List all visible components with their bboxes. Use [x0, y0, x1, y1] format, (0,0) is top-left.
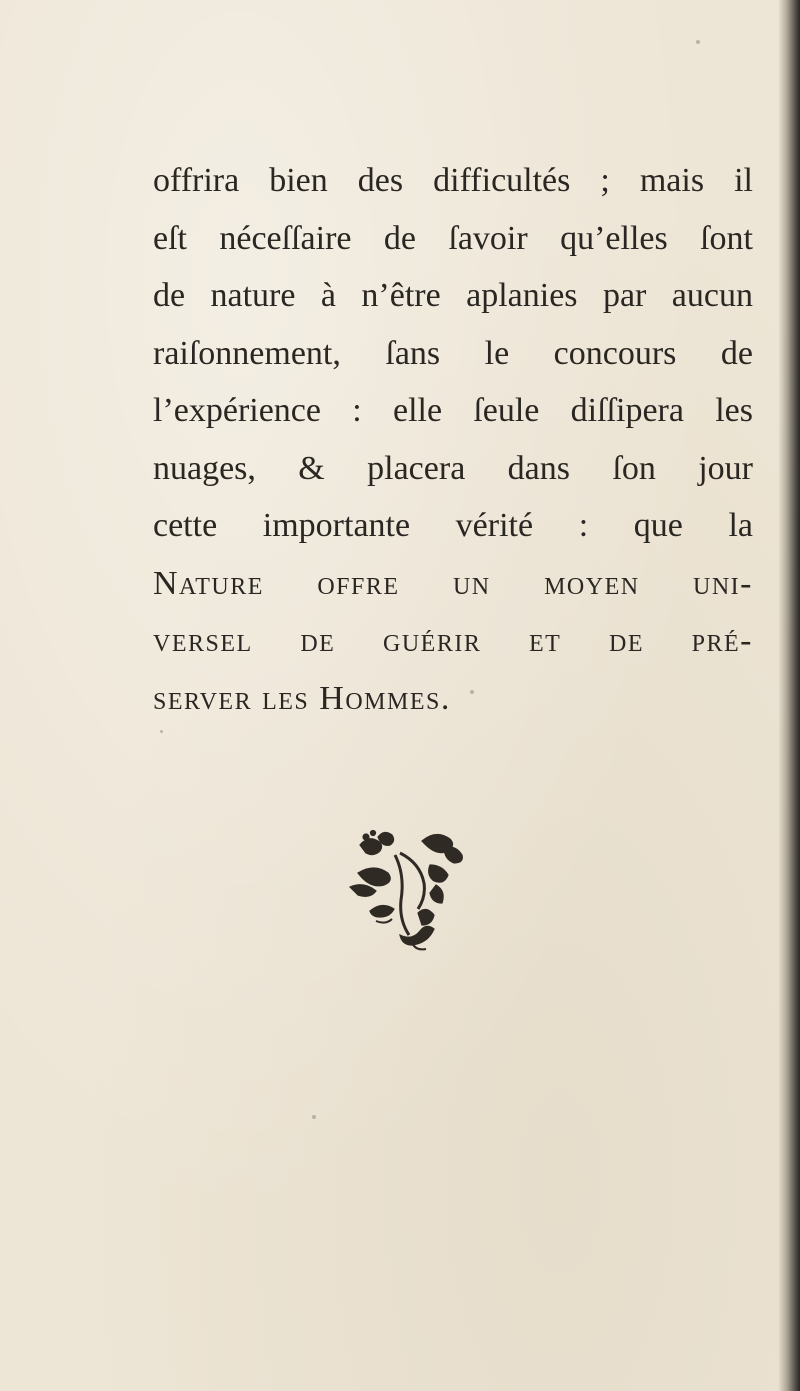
body-text: [153, 152, 753, 727]
page-binding-edge: [778, 0, 800, 1391]
text-line: cette importante vérité : que la: [153, 507, 753, 544]
text-line: l’expérience : elle ſeule diſſipera les: [153, 392, 753, 429]
paper-speck: [312, 1115, 316, 1119]
text-line: offrira bien des difficultés ; mais il: [153, 162, 753, 199]
paper-speck: [470, 690, 474, 694]
paper-speck: [160, 730, 163, 733]
floral-ornament-icon: [340, 825, 480, 955]
text-line: raiſonnement, ſans le concours de: [153, 334, 753, 372]
text-line: de nature à n’être aplanies par aucun: [153, 277, 753, 314]
text-line-small-caps: versel de guérir et de pré-: [153, 622, 753, 659]
text-line: nuages, & placera dans ſon jour: [153, 449, 753, 487]
text-line: eſt néceſſaire de ſavoir qu’elles ſont: [153, 219, 753, 257]
paper-speck: [696, 40, 700, 44]
text-line-small-caps: server les Hommes.: [153, 679, 451, 717]
text-line-small-caps: Nature offre un moyen uni-: [153, 564, 753, 602]
